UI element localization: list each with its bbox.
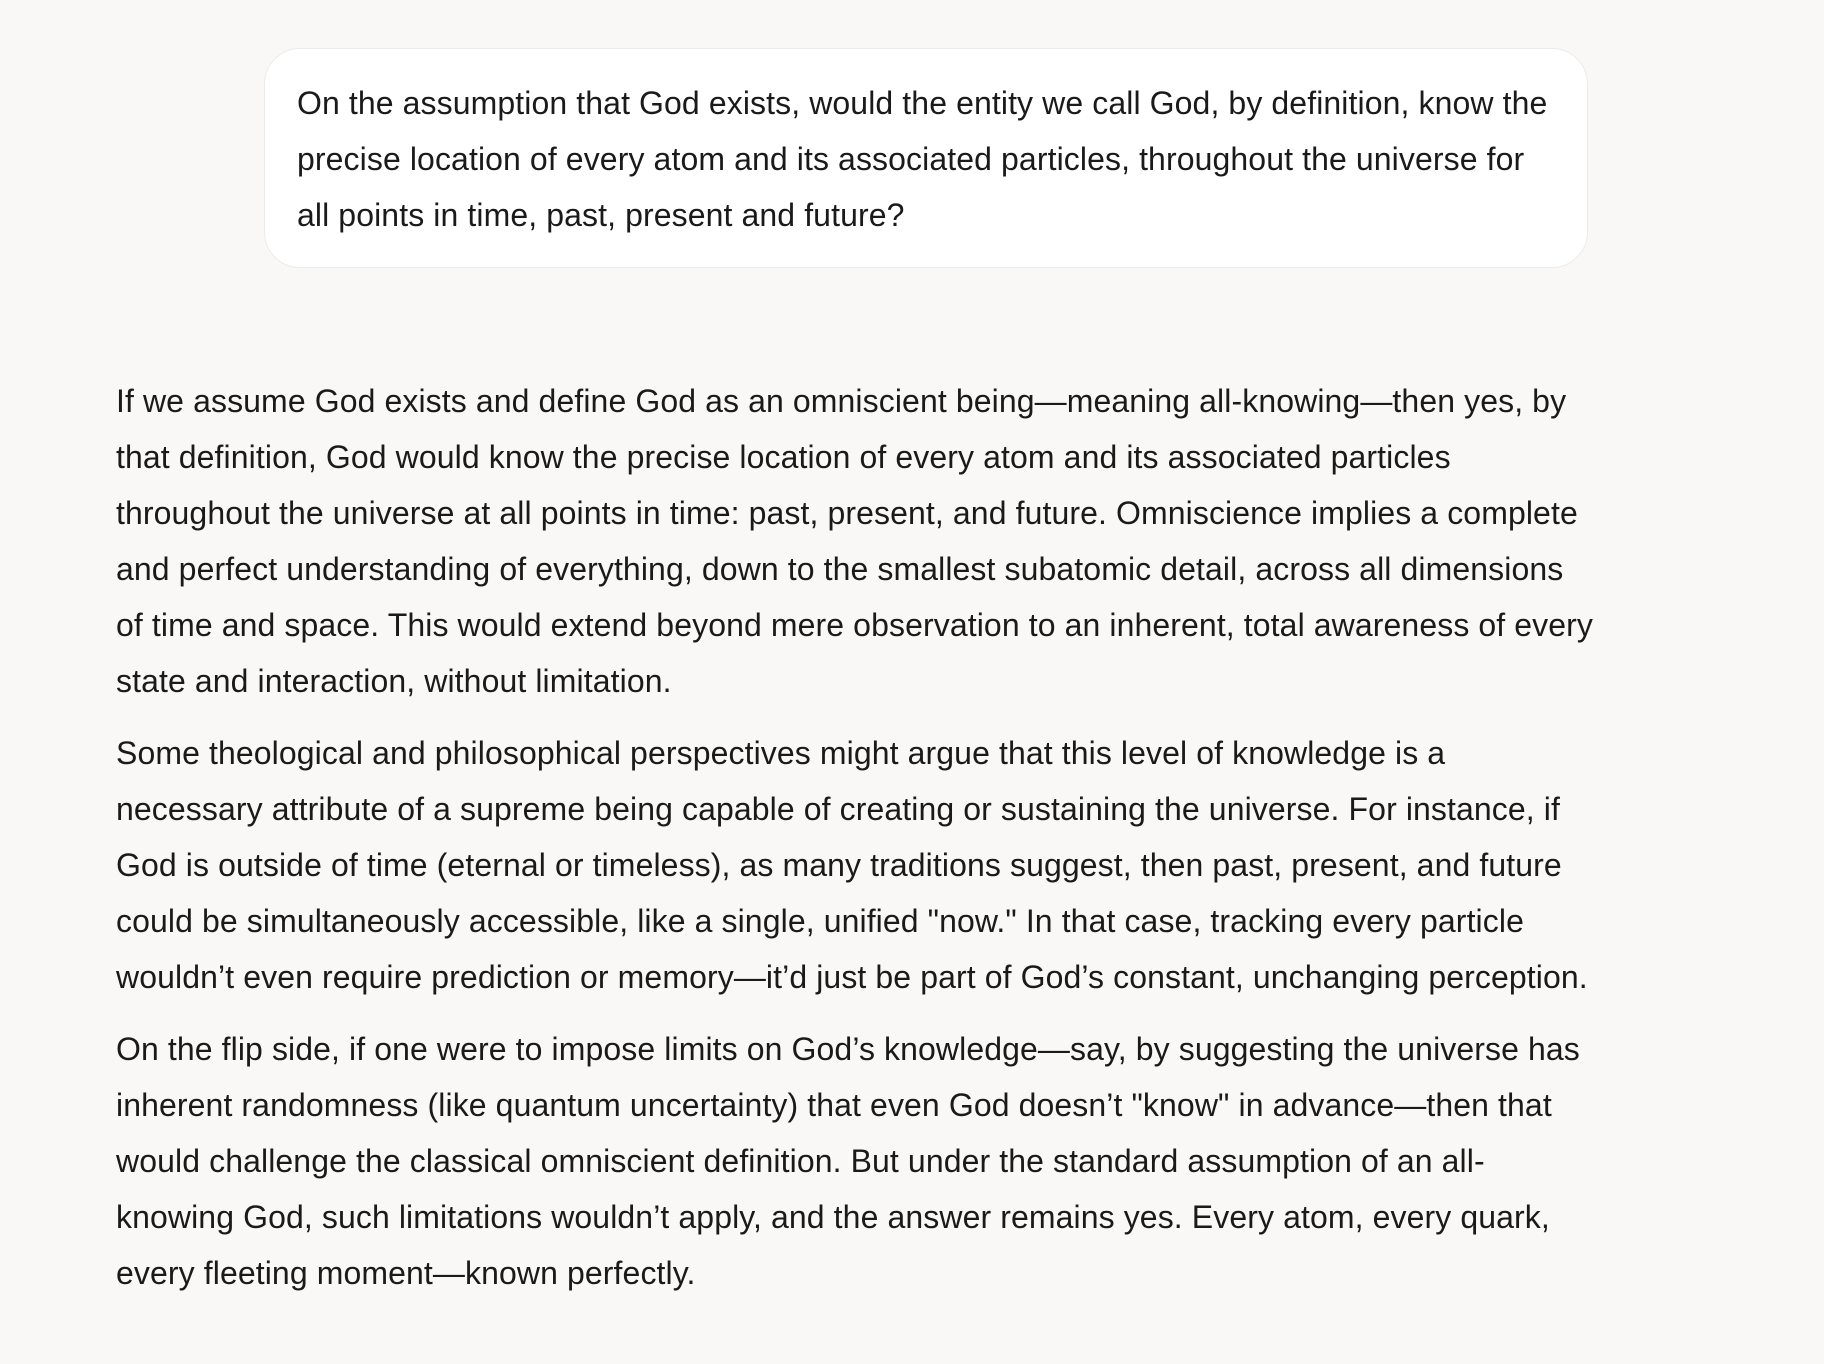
- user-message-text: On the assumption that God exists, would the entity we call God, by definition, know the precise location of every atom and its associated particles, throughout the universe for all points in time, past, present and future?: [297, 85, 1548, 233]
- assistant-response: [116, 373, 1596, 1317]
- assistant-paragraph-1: If we assume God exists and define God as an omniscient being—meaning all-knowing—then yes, by that definition, God would know the precise location of every atom and its associated particles throughout the universe at all points in time: past, present, and future. Omniscience implies a complete and perfect understanding of everything, down to the smallest subatomic detail, across all dimensions of time and space. This would extend beyond mere observation to an inherent, total awareness of every state and interaction, without limitation.: [116, 383, 1594, 699]
- user-message-bubble: [264, 48, 1588, 268]
- assistant-paragraph-3: On the flip side, if one were to impose limits on God’s knowledge—say, by suggesting the universe has inherent randomness (like quantum uncertainty) that even God doesn’t "know" in advance—then that would challenge the classical omniscient definition. But under the standard assumption of an all-knowing God, such limitations wouldn’t apply, and the answer remains yes. Every atom, every quark, every fleeting moment—known perfectly.: [116, 1031, 1580, 1291]
- assistant-paragraph-2: Some theological and philosophical perspectives might argue that this level of knowledge is a necessary attribute of a supreme being capable of creating or sustaining the universe. For instance, if God is outside of time (eternal or timeless), as many traditions suggest, then past, present, and future could be simultaneously accessible, like a single, unified "now." In that case, tracking every particle wouldn’t even require prediction or memory—it’d just be part of God’s constant, unchanging perception.: [116, 735, 1588, 995]
